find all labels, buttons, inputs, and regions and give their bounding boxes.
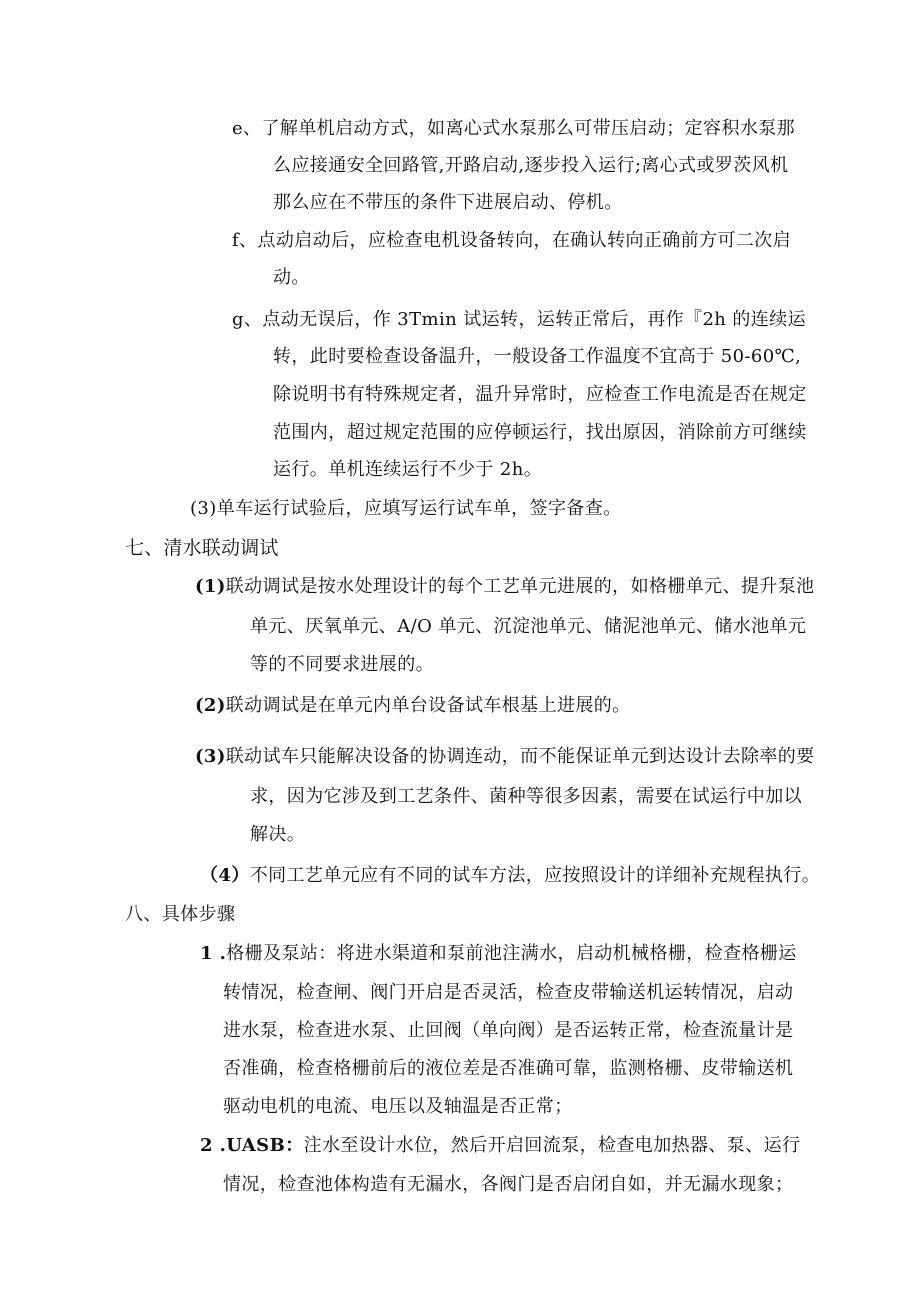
step-1-line-4: 否准确，检查格栅前后的液位差是否准确可靠，监测格栅、皮带输送机	[223, 1058, 794, 1079]
single-test-record-line: (3)单车运行试验后，应填写运行试车单，签字备查。	[190, 498, 622, 519]
item-e-line-3: 那么应在不带压的条件下进展启动、停机。	[273, 192, 623, 213]
linkage-item-3-line-2: 求，因为它涉及到工艺条件、菌种等很多因素，需要在试运行中加以	[250, 786, 802, 807]
step-1-line-2: 转情况，检查闸、阀门开启是否灵活，检查皮带输送机运转情况，启动	[223, 982, 794, 1003]
step-2-number: 2 .	[200, 1135, 227, 1156]
linkage-item-4-number: （4）	[200, 865, 250, 886]
item-g-label: g、	[232, 309, 263, 330]
item-e-line-1: e、了解单机启动方式，如离心式水泵那么可带压启动；定容积水泵那	[232, 118, 796, 139]
step-1-line-1: 1 .格栅及泵站：将进水渠道和泵前池注满水，启动机械格栅，检查格栅运	[200, 943, 797, 964]
step-2-line-2: 情况，检查池体构造有无漏水，各阀门是否启闭自如，并无漏水现象；	[223, 1174, 794, 1195]
linkage-item-1-number: (1)	[195, 576, 226, 597]
linkage-item-4-line-1: （4）不同工艺单元应有不同的试车方法，应按照设计的详细补充规程执行。	[200, 865, 821, 886]
linkage-item-1-line-2: 单元、厌氧单元、A/O 单元、沉淀池单元、储泥池单元、储水池单元	[250, 616, 807, 637]
item-e-line-2: 么应接通安全回路管,开路启动,逐步投入运行;离心式或罗茨风机	[273, 155, 789, 176]
step-2-title: UASB：	[226, 1135, 304, 1156]
item-g-line-4: 范围内，超过规定范围的应停顿运行，找出原因，消除前方可继续	[273, 422, 807, 443]
step-1-line-3: 进水泵，检查进水泵、止回阀（单向阀）是否运转正常，检查流量计是	[223, 1020, 794, 1041]
item-e-label: e、	[232, 118, 262, 139]
step-2-line-1: 2 .UASB：注水至设计水位，然后开启回流泵，检查电加热器、泵、运行	[200, 1135, 801, 1156]
item-g-line-1: g、点动无误后，作 3Tmin 试运转，运转正常后，再作『2h 的连续运	[232, 309, 807, 330]
linkage-item-1-line-3: 等的不同要求进展的。	[250, 654, 434, 675]
linkage-item-1-line-1: (1)联动调试是按水处理设计的每个工艺单元进展的，如格栅单元、提升泵池	[195, 576, 815, 597]
linkage-item-3-number: (3)	[195, 746, 226, 767]
item-f-line-2: 动。	[273, 267, 310, 288]
step-1-number: 1 .	[200, 943, 227, 964]
item-f-label: f、	[232, 230, 258, 251]
linkage-item-3-line-3: 解决。	[250, 824, 306, 845]
linkage-item-3-line-1: (3)联动试车只能解决设备的协调连动，而不能保证单元到达设计去除率的要	[195, 746, 815, 767]
item-g-line-5: 运行。单机连续运行不少于 2h。	[273, 459, 543, 480]
heading-specific-steps: 八、具体步骤	[125, 904, 236, 925]
linkage-item-2-number: (2)	[195, 695, 226, 716]
item-f-line-1: f、点动启动后，应检查电机设备转向，在确认转向正确前方可二次启	[232, 230, 792, 251]
step-1-line-5: 驱动电机的电流、电压以及轴温是否正常；	[223, 1096, 573, 1117]
item-g-line-2: 转，此时要检查设备温升，一般设备工作温度不宜高于 50-60℃,	[273, 346, 802, 367]
item-g-line-3: 除说明书有特殊规定者，温升异常时，应检查工作电流是否在规定	[273, 384, 807, 405]
linkage-item-2-line-1: (2)联动调试是在单元内单台设备试车根基上进展的。	[195, 695, 631, 716]
heading-clear-water-linkage: 七、清水联动调试	[125, 537, 279, 559]
